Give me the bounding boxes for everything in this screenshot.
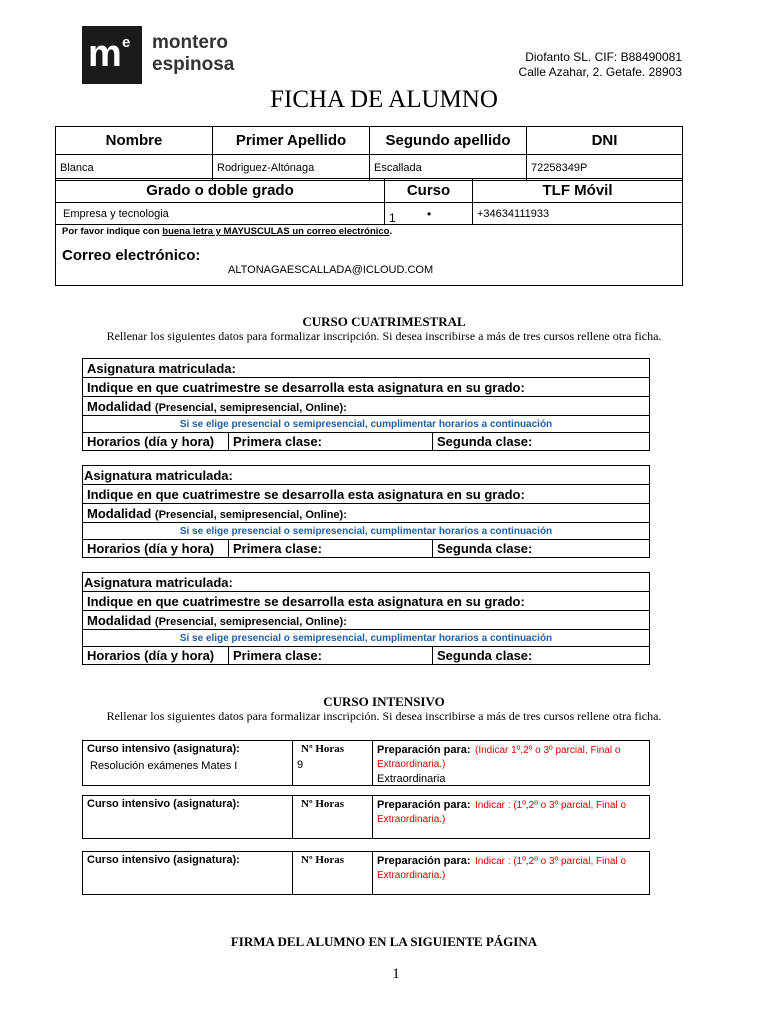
dni-field[interactable]: 72258349P: [527, 155, 683, 181]
segunda-clase-field[interactable]: Segunda clase:: [433, 433, 650, 451]
logo-line-2: espinosa: [152, 54, 235, 75]
header-dni: DNI: [527, 127, 683, 155]
header-segundo-apellido: Segundo apellido: [370, 127, 527, 155]
cuatrimestre-field[interactable]: Indique en que cuatrimestre se desarrolla esta asignatura en su grado:: [83, 485, 650, 504]
cuatrimestral-block-2: [82, 465, 650, 558]
correo-label: Correo electrónico:: [62, 247, 201, 264]
intensivo-curso-value: Resolución exámenes Mates I: [90, 760, 238, 772]
intensivo-horas-label: Nº Horas: [301, 743, 345, 755]
logo-line-1: montero: [152, 32, 228, 53]
primera-clase-field[interactable]: Primera clase:: [229, 647, 433, 665]
cuatrimestral-block-1: [82, 358, 650, 451]
modalidad-field[interactable]: [83, 504, 650, 523]
header-nombre: Nombre: [56, 127, 213, 155]
horarios-label: Horarios (día y hora): [83, 647, 229, 665]
intensivo-horas-cell[interactable]: [293, 852, 373, 895]
note-pre: Por favor indique con: [62, 226, 163, 237]
intensivo-subtitle: Rellenar los siguientes datos para formalizar inscripción. Si desea inscribirse a más de tres cursos rellene otra ficha.: [106, 709, 662, 723]
company-info: [480, 50, 682, 80]
segunda-clase-field[interactable]: Segunda clase:: [433, 540, 650, 558]
intensivo-prep-hint: (Indicar 1º,2º o 3º parcial, Final o Extraordinaria.): [377, 745, 621, 770]
logo-letter: m: [88, 33, 122, 75]
header-grado: Grado o doble grado: [56, 179, 385, 203]
asignatura-field[interactable]: Asignatura matriculada:: [83, 466, 650, 485]
intensivo-prep-cell[interactable]: [373, 796, 650, 839]
correo-cell: [56, 225, 683, 286]
cuatrimestral-block-3: [82, 572, 650, 665]
modalidad-label: Modalidad: [87, 505, 152, 521]
segunda-clase-field[interactable]: Segunda clase:: [433, 647, 650, 665]
logo-mark: [82, 26, 142, 84]
intensivo-prep-cell[interactable]: [373, 852, 650, 895]
cuatrimestre-field[interactable]: Indique en que cuatrimestre se desarrolla esta asignatura en su grado:: [83, 378, 650, 397]
header-primer-apellido: Primer Apellido: [213, 127, 370, 155]
intensivo-prep-hint: Indicar : (1º,2º o 3º parcial, Final o Extraordinaria.): [377, 800, 627, 825]
modalidad-field[interactable]: [83, 397, 650, 416]
intensivo-horas-cell[interactable]: [293, 741, 373, 786]
curso-value: 1: [389, 210, 396, 225]
horarios-note: Si se elige presencial o semipresencial, cumplimentar horarios a continuación: [83, 416, 650, 433]
intensivo-block-2: [82, 795, 650, 839]
modalidad-options: (Presencial, semipresencial, Online):: [154, 508, 347, 521]
intensivo-curso-label: Curso intensivo (asignatura):: [87, 798, 240, 810]
intensivo-title: CURSO INTENSIVO: [323, 694, 445, 709]
student-table: [55, 126, 683, 181]
curso-bullet: •: [427, 206, 432, 221]
intensivo-prep-label: Preparación para:: [377, 744, 471, 756]
modalidad-label: Modalidad: [87, 612, 152, 628]
intensivo-curso-label: Curso intensivo (asignatura):: [87, 743, 240, 755]
correo-note: [62, 226, 676, 237]
company-line-1: Diofanto SL. CIF: B88490081: [525, 50, 682, 64]
intensivo-block-3: [82, 851, 650, 895]
tlf-field[interactable]: +34634111933: [473, 203, 683, 225]
segundo-apellido-field[interactable]: Escallada: [370, 155, 527, 181]
header-tlf: TLF Móvil: [473, 179, 683, 203]
intensivo-prep-cell[interactable]: [373, 741, 650, 786]
page-title: FICHA DE ALUMNO: [270, 86, 498, 113]
intensivo-block-1: [82, 740, 650, 786]
grado-field[interactable]: Empresa y tecnologia: [56, 203, 385, 225]
horarios-note: Si se elige presencial o semipresencial, cumplimentar horarios a continuación: [83, 630, 650, 647]
correo-field[interactable]: ALTONAGAESCALLADA@ICLOUD.COM: [228, 264, 434, 276]
primer-apellido-field[interactable]: Rodriguez-Altónaga: [213, 155, 370, 181]
note-post: .: [389, 226, 393, 237]
intensivo-prep-value: Extraordinaria: [377, 773, 446, 785]
modalidad-label: Modalidad: [87, 398, 152, 414]
company-line-2: Calle Azahar, 2. Getafe. 28903: [518, 65, 682, 79]
intensivo-prep-label: Preparación para:: [377, 799, 471, 811]
intensivo-curso-label: Curso intensivo (asignatura):: [87, 854, 240, 866]
student-table-2: [55, 178, 683, 286]
cuatrimestral-title: CURSO CUATRIMESTRAL: [302, 314, 466, 329]
horarios-label: Horarios (día y hora): [83, 433, 229, 451]
primera-clase-field[interactable]: Primera clase:: [229, 433, 433, 451]
intensivo-curso-cell[interactable]: [83, 852, 293, 895]
intensivo-curso-cell[interactable]: [83, 796, 293, 839]
note-underlined: buena letra y MAYUSCULAS un correo electrónico: [162, 226, 390, 237]
intensivo-prep-hint: Indicar : (1º,2º o 3º parcial, Final o Extraordinaria.): [377, 856, 627, 881]
curso-field[interactable]: [385, 203, 473, 225]
modalidad-field[interactable]: [83, 611, 650, 630]
modalidad-options: (Presencial, semipresencial, Online):: [154, 615, 347, 628]
logo-superscript: e: [122, 34, 131, 51]
intensivo-horas-label: Nº Horas: [301, 854, 345, 866]
logo-wordmark: [152, 32, 234, 76]
intensivo-curso-cell[interactable]: [83, 741, 293, 786]
primera-clase-field[interactable]: Primera clase:: [229, 540, 433, 558]
intensivo-prep-label: Preparación para:: [377, 855, 471, 867]
modalidad-options: (Presencial, semipresencial, Online):: [154, 401, 347, 414]
asignatura-field[interactable]: Asignatura matriculada:: [83, 359, 650, 378]
page-number: 1: [392, 966, 400, 982]
nombre-field[interactable]: Blanca: [56, 155, 213, 181]
intensivo-horas-label: Nº Horas: [301, 798, 345, 810]
asignatura-field[interactable]: Asignatura matriculada:: [83, 573, 650, 592]
horarios-label: Horarios (día y hora): [83, 540, 229, 558]
header-curso: Curso: [385, 179, 473, 203]
intensivo-horas-value: 9: [297, 759, 304, 771]
cuatrimestre-field[interactable]: Indique en que cuatrimestre se desarrolla esta asignatura en su grado:: [83, 592, 650, 611]
cuatrimestral-subtitle: Rellenar los siguientes datos para formalizar inscripción. Si desea inscribirse a más de tres cursos rellene otra ficha.: [106, 329, 662, 343]
intensivo-horas-cell[interactable]: [293, 796, 373, 839]
firma-note: FIRMA DEL ALUMNO EN LA SIGUIENTE PÁGINA: [230, 934, 538, 949]
horarios-note: Si se elige presencial o semipresencial, cumplimentar horarios a continuación: [83, 523, 650, 540]
